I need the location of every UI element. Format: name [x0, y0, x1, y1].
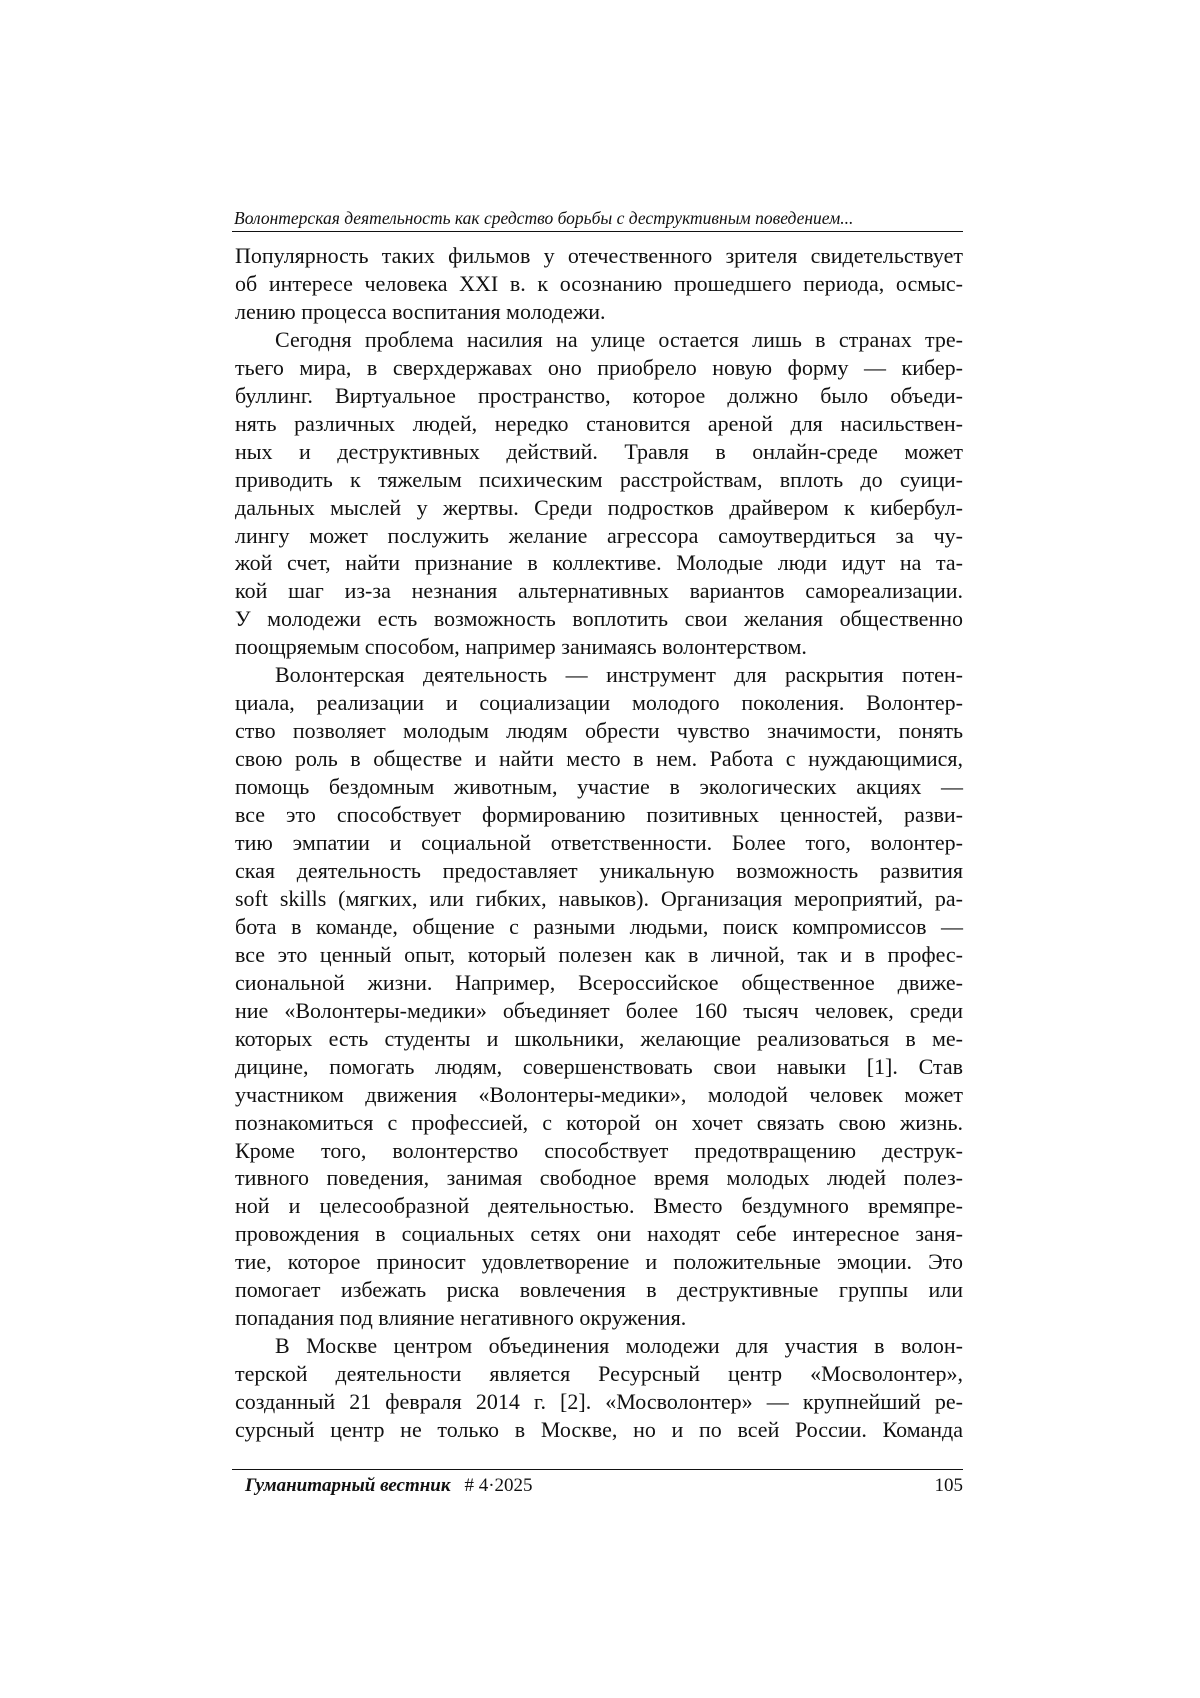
text-line: попадания под влияние негативного окружения.	[235, 1305, 687, 1331]
text-line: тие, которое приносит удовлетворение и положительные эмоции. Это	[235, 1249, 963, 1275]
article-body	[235, 242, 963, 1444]
paragraph	[235, 1332, 963, 1444]
text-line: ская деятельность предоставляет уникальную возможность развития	[235, 857, 963, 883]
text-line: ных и деструктивных действий. Травля в онлайн-среде может	[235, 438, 963, 464]
footer-rule	[232, 1469, 963, 1470]
text-line: все это способствует формированию позитивных ценностей, разви-	[235, 802, 963, 828]
text-line: тьего мира, в сверхдержавах оно приобрело новую форму — кибер-	[235, 354, 963, 380]
paragraph	[235, 242, 963, 326]
page-footer	[245, 1474, 963, 1498]
text-line: дицине, помогать людям, совершенствовать свои навыки [1]. Став	[235, 1053, 963, 1079]
text-line: об интересе человека XXI в. к осознанию прошедшего периода, осмыс-	[235, 270, 963, 296]
text-line: буллинг. Виртуальное пространство, которое должно было объеди-	[235, 382, 963, 408]
text-line: лению процесса воспитания молодежи.	[235, 298, 606, 324]
text-line: нять различных людей, нередко становится ареной для насильствен-	[235, 410, 963, 436]
paragraph	[235, 661, 963, 1332]
text-line: созданный 21 февраля 2014 г. [2]. «Мосволонтер» — крупнейший ре-	[235, 1389, 963, 1415]
text-line: провождения в социальных сетях они находят себе интересное заня-	[235, 1221, 963, 1247]
text-line: тивного поведения, занимая свободное время молодых людей полез-	[235, 1165, 963, 1191]
text-line: У молодежи есть возможность воплотить свои желания общественно	[235, 606, 963, 632]
text-line: которых есть студенты и школьники, желающие реализоваться в ме-	[235, 1025, 963, 1051]
text-line: сурсный центр не только в Москве, но и по всей России. Команда	[235, 1417, 963, 1443]
text-line: помощь бездомным животным, участие в экологических акциях —	[235, 774, 963, 800]
text-line: приводить к тяжелым психическим расстройствам, вплоть до суици-	[235, 466, 963, 492]
text-line: Кроме того, волонтерство способствует предотвращению деструк-	[235, 1137, 963, 1163]
text-line: поощряемым способом, например занимаясь волонтерством.	[235, 634, 807, 660]
page-number: 105	[934, 1475, 963, 1496]
text-line: Волонтерская деятельность — инструмент для раскрытия потен-	[275, 662, 963, 688]
text-line: бота в команде, общение с разными людьми, поиск компромиссов —	[235, 913, 963, 939]
text-line: все это ценный опыт, который полезен как в личной, так и в профес-	[235, 941, 963, 967]
text-line: кой шаг из-за незнания альтернативных вариантов самореализации.	[235, 578, 963, 604]
text-line: терской деятельности является Ресурсный центр «Мосволонтер»,	[235, 1361, 963, 1387]
text-line: жой счет, найти признание в коллективе. Молодые люди идут на та-	[235, 550, 963, 576]
text-line: лингу может послужить желание агрессора самоутвердиться за чу-	[235, 522, 963, 548]
journal-title: Гуманитарный вестник	[245, 1475, 451, 1496]
text-line: участником движения «Волонтеры-медики», молодой человек может	[235, 1081, 963, 1107]
text-line: soft skills (мягких, или гибких, навыков). Организация мероприятий, ра-	[235, 885, 963, 911]
paragraph	[235, 326, 963, 661]
running-title: Волонтерская деятельность как средство борьбы с деструктивным поведением...	[234, 208, 854, 228]
text-line: сиональной жизни. Например, Всероссийское общественное движе-	[235, 969, 963, 995]
text-line: Популярность таких фильмов у отечественного зрителя свидетельствует	[235, 243, 963, 268]
text-line: ной и целесообразной деятельностью. Вместо бездумного времяпре-	[235, 1193, 963, 1219]
text-line: В Москве центром объединения молодежи для участия в волон-	[275, 1333, 963, 1359]
issue-number: # 4·2025	[464, 1475, 533, 1496]
text-line: свою роль в обществе и найти место в нем. Работа с нуждающимися,	[235, 746, 963, 772]
header-rule	[232, 231, 963, 232]
text-line: тию эмпатии и социальной ответственности. Более того, волонтер-	[235, 830, 963, 856]
text-line: циала, реализации и социализации молодого поколения. Волонтер-	[235, 690, 963, 716]
text-line: познакомиться с профессией, с которой он хочет связать свою жизнь.	[235, 1109, 963, 1135]
text-line: ство позволяет молодым людям обрести чувство значимости, понять	[235, 718, 963, 744]
text-line: Сегодня проблема насилия на улице остается лишь в странах тре-	[275, 326, 963, 352]
text-line: помогает избежать риска вовлечения в деструктивные группы или	[235, 1277, 963, 1303]
text-line: дальных мыслей у жертвы. Среди подростков драйвером к кибербул-	[235, 494, 963, 520]
text-line: ние «Волонтеры-медики» объединяет более 160 тысяч человек, среди	[235, 997, 963, 1023]
